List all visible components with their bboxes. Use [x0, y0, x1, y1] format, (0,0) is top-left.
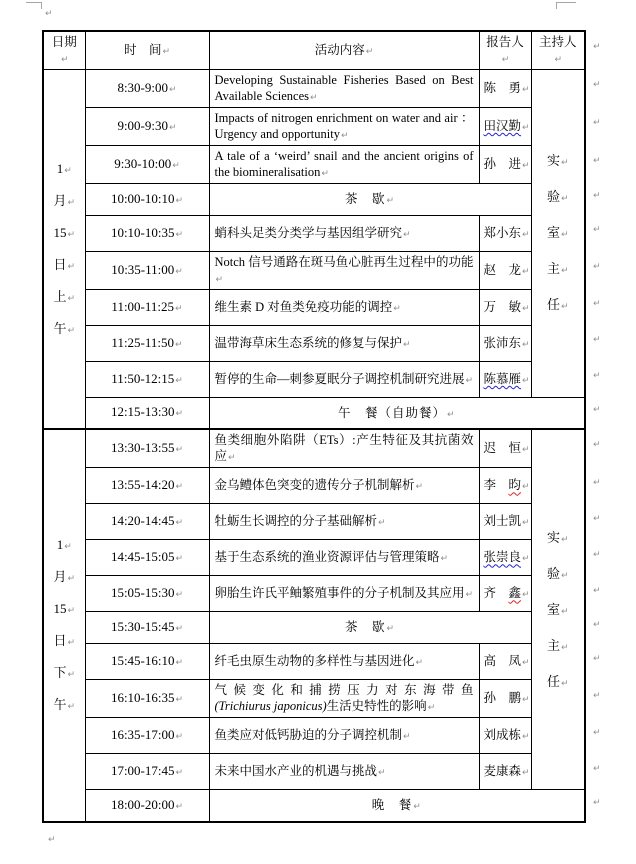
time-cell: 10:35-11:00↵ [85, 251, 209, 289]
paragraph-mark: ↵ [67, 294, 76, 305]
paragraph-mark: ↵ [465, 590, 474, 601]
text-run: 茶 歇 [344, 191, 386, 206]
text-run: 午 餐（自助餐） [337, 405, 446, 420]
paragraph-mark: ↵ [45, 9, 53, 19]
row-end-paragraph-mark: ↵ [593, 42, 601, 52]
paragraph-mark: ↵ [522, 229, 530, 240]
time-cell: 9:00-9:30↵ [85, 107, 209, 145]
speaker-cell [479, 325, 531, 361]
paragraph-mark: ↵ [175, 303, 183, 314]
text-run: 陈慕雁 [483, 371, 522, 386]
paragraph-mark: ↵ [169, 122, 177, 133]
schedule-row [43, 790, 585, 822]
paragraph-mark: ↵ [321, 169, 329, 180]
vertical-text-line: 日↵ [53, 633, 76, 649]
paragraph-mark: ↵ [175, 375, 183, 386]
paragraph-mark: ↵ [415, 482, 424, 493]
paragraph-mark: ↵ [386, 624, 396, 635]
paragraph-mark: ↵ [554, 55, 563, 66]
paragraph-mark: ↵ [403, 732, 411, 743]
text-run: 气候变化和捕捞压力对东海带鱼 [214, 683, 474, 698]
text-run: Notch 信号通路在斑马鱼心脏再生过程中的功能 [214, 254, 474, 269]
paragraph-mark: ↵ [560, 534, 569, 545]
activity-cell [209, 251, 479, 289]
time-cell: 9:30-10:00↵ [85, 145, 209, 183]
paragraph-mark: ↵ [560, 158, 569, 169]
schedule-row [43, 215, 585, 251]
row-end-paragraph-mark: ↵ [593, 405, 601, 415]
text-run: 蛸科头足类分类学与基因组学研究 [214, 225, 403, 240]
header-date-label: 日期 [51, 35, 77, 49]
paragraph-mark: ↵ [440, 554, 449, 565]
time-cell: 10:00-10:10↵ [85, 183, 209, 215]
paragraph-mark: ↵ [169, 84, 177, 95]
schedule-row [43, 504, 585, 540]
vertical-text-line: 15↵ [53, 601, 76, 617]
row-end-paragraph-mark: ↵ [593, 764, 601, 774]
time-cell: 11:50-12:15↵ [85, 361, 209, 397]
row-end-paragraph-mark: ↵ [593, 654, 601, 664]
date-cell [43, 69, 85, 429]
paragraph-mark: ↵ [522, 554, 530, 565]
paragraph-mark: ↵ [175, 658, 184, 669]
text-run: 孙 鹏 [483, 691, 522, 706]
host-cell-text [532, 520, 585, 700]
row-end-paragraph-mark: ↵ [593, 440, 601, 450]
schedule-row [43, 183, 585, 215]
row-end-paragraph-mark: ↵ [593, 371, 601, 381]
paragraph-mark: ↵ [175, 339, 183, 350]
speaker-cell [479, 644, 531, 680]
text-run: 田汉勤 [483, 119, 522, 133]
schedule-row [43, 289, 585, 325]
time-cell: 14:20-14:45↵ [85, 504, 209, 540]
speaker-cell [479, 145, 531, 183]
speaker-cell [479, 429, 531, 467]
paragraph-mark: ↵ [175, 695, 184, 706]
paragraph-mark: ↵ [560, 678, 569, 689]
paragraph-mark: ↵ [310, 93, 318, 104]
break-cell [209, 183, 531, 215]
meal-cell [209, 397, 585, 429]
time-cell: 15:05-15:30↵ [85, 576, 209, 612]
paragraph-mark: ↵ [560, 642, 569, 653]
vertical-text-line: 下↵ [53, 665, 76, 681]
paragraph-mark: ↵ [560, 194, 569, 205]
vertical-text-line: 1↵ [56, 161, 72, 177]
vertical-text-line: 验↵ [546, 189, 569, 205]
time-cell: 17:00-17:45↵ [85, 754, 209, 790]
time-cell: 11:25-11:50↵ [85, 325, 209, 361]
paragraph-mark: ↵ [378, 518, 386, 529]
paragraph-mark: ↵ [175, 229, 184, 240]
schedule-row [43, 644, 585, 680]
text-run: 暂停的生命—刺参夏眠分子调控机制研究进展 [214, 371, 465, 386]
text-run: 陈 勇 [483, 81, 522, 96]
text-run: 昀 [508, 478, 522, 493]
schedule-row [43, 468, 585, 504]
paragraph-mark: ↵ [522, 518, 530, 529]
text-run: 刘成栋 [483, 728, 522, 743]
text-run: 赵 龙 [483, 262, 522, 277]
paragraph-mark: ↵ [560, 570, 569, 581]
paragraph-mark: ↵ [522, 482, 530, 493]
time-cell: 15:30-15:45↵ [85, 612, 209, 644]
paragraph-mark: ↵ [175, 482, 184, 493]
row-end-paragraph-mark: ↵ [593, 586, 601, 596]
paragraph-mark: ↵ [415, 658, 424, 669]
paragraph-mark: ↵ [522, 590, 530, 601]
paragraph-mark: ↵ [446, 409, 456, 420]
paragraph-mark: ↵ [560, 266, 569, 277]
paragraph-mark: ↵ [522, 303, 530, 314]
row-end-paragraph-mark: ↵ [593, 225, 601, 235]
paragraph-mark: ↵ [67, 262, 76, 273]
paragraph-mark: ↵ [175, 624, 184, 635]
date-cell-text [44, 529, 85, 721]
paragraph-mark: ↵ [175, 732, 184, 743]
vertical-text-line: 15↵ [53, 225, 76, 241]
header-content [209, 31, 479, 69]
break-cell [209, 612, 531, 644]
row-end-paragraph-mark: ↵ [593, 118, 601, 128]
row-end-paragraph-mark: ↵ [593, 335, 601, 345]
vertical-text-line: 室↵ [546, 225, 569, 241]
time-cell: 14:45-15:05↵ [85, 540, 209, 576]
activity-cell [209, 107, 479, 145]
paragraph-mark: ↵ [365, 47, 374, 58]
time-cell: 10:10-10:35↵ [85, 215, 209, 251]
paragraph-mark: ↵ [67, 606, 76, 617]
text-run: 迟 恒 [483, 441, 522, 456]
speaker-cell [479, 289, 531, 325]
activity-cell [209, 644, 479, 680]
row-end-paragraph-mark: ↵ [593, 620, 601, 630]
paragraph-mark: ↵ [67, 702, 76, 713]
schedule-row [43, 107, 585, 145]
paragraph-mark: ↵ [560, 230, 569, 241]
speaker-cell [479, 576, 531, 612]
speaker-cell [479, 468, 531, 504]
activity-cell [209, 680, 479, 718]
activity-cell [209, 325, 479, 361]
paragraph-mark: ↵ [413, 801, 422, 812]
paragraph-mark: ↵ [64, 166, 72, 177]
paragraph-mark: ↵ [522, 375, 530, 386]
header-time [85, 31, 209, 69]
schedule-row [43, 361, 585, 397]
paragraph-mark: ↵ [378, 768, 386, 779]
speaker-cell [479, 680, 531, 718]
paragraph-mark: ↵ [215, 275, 224, 285]
paragraph-mark: ↵ [162, 47, 171, 58]
paragraph-mark: ↵ [175, 590, 184, 601]
schedule-body [43, 69, 585, 821]
paragraph-mark: ↵ [522, 732, 530, 743]
speaker-cell [479, 718, 531, 754]
schedule-row [43, 429, 585, 467]
schedule-row [43, 680, 585, 718]
activity-cell [209, 361, 479, 397]
paragraph-mark: ↵ [522, 160, 530, 171]
header-host [531, 31, 585, 69]
text-run: 鱼类应对低钙胁迫的分子调控机制 [214, 728, 403, 743]
text-run: 牡蛎生长调控的分子基础解析 [214, 514, 378, 529]
header-date [43, 31, 85, 69]
paragraph-mark: ↵ [465, 375, 474, 386]
paragraph-mark: ↵ [393, 303, 401, 314]
text-boundary-crop-mark-left [26, 2, 42, 9]
row-end-paragraph-mark: ↵ [593, 80, 601, 90]
paragraph-mark: ↵ [67, 326, 76, 337]
paragraph-mark: ↵ [386, 195, 396, 206]
paragraph-mark: ↵ [522, 695, 530, 706]
paragraph-mark: ↵ [48, 835, 56, 845]
paragraph-mark: ↵ [175, 768, 184, 779]
text-run: 维生素 D 对鱼类免疫功能的调控 [214, 299, 393, 314]
table-header-row [43, 31, 585, 69]
paragraph-mark: ↵ [522, 266, 530, 277]
speaker-cell [479, 69, 531, 107]
schedule-row [43, 251, 585, 289]
paragraph-mark: ↵ [175, 518, 184, 529]
vertical-text-line: 实↵ [546, 529, 569, 545]
activity-cell [209, 429, 479, 467]
text-run: 茶 歇 [344, 620, 386, 635]
speaker-cell [479, 540, 531, 576]
text-run: Developing Sustainable Fisheries Based on Best Available Sciences [214, 72, 474, 104]
schedule-table [42, 30, 586, 823]
paragraph-mark: ↵ [522, 445, 530, 456]
vertical-text-line: 月↵ [53, 193, 76, 209]
text-run: 金乌鳢体色突变的遗传分子机制解析 [214, 478, 415, 493]
header-speaker-label: 报告人 [486, 35, 524, 49]
row-end-paragraph-mark: ↵ [593, 550, 601, 560]
time-cell: 12:15-13:30↵ [85, 397, 209, 429]
vertical-text-line: 1↵ [56, 537, 72, 553]
paragraph-mark: ↵ [522, 768, 530, 779]
vertical-text-line: 主↵ [546, 637, 569, 653]
row-end-paragraph-mark: ↵ [593, 262, 601, 272]
schedule-row [43, 612, 585, 644]
text-run: 郑小东 [483, 225, 522, 240]
row-end-paragraph-mark: ↵ [593, 798, 601, 808]
text-run: 刘士凯 [483, 514, 522, 529]
header-speaker [479, 31, 531, 69]
vertical-text-line: 午↵ [53, 697, 76, 713]
text-run: 万 敏 [483, 299, 522, 314]
schedule-row [43, 69, 585, 107]
activity-cell [209, 540, 479, 576]
text-run: 麦康森 [483, 764, 522, 779]
paragraph-mark: ↵ [64, 542, 72, 553]
vertical-text-line: 任↵ [546, 673, 569, 689]
header-time-label: 时 间 [123, 43, 162, 58]
schedule-row [43, 576, 585, 612]
row-end-paragraph-mark: ↵ [593, 299, 601, 309]
paragraph-mark: ↵ [175, 409, 184, 420]
date-cell-text [44, 153, 85, 345]
text-run: 张崇良 [483, 550, 522, 565]
time-cell: 13:30-13:55↵ [85, 429, 209, 467]
speaker-cell [479, 361, 531, 397]
row-end-paragraph-mark: ↵ [593, 728, 601, 738]
host-cell [531, 69, 585, 397]
meal-cell [209, 790, 585, 822]
activity-cell [209, 69, 479, 107]
row-end-paragraph-mark: ↵ [593, 691, 601, 701]
header-content-label: 活动内容 [314, 43, 365, 58]
vertical-text-line: 午↵ [53, 321, 76, 337]
text-run: 纤毛虫原生动物的多样性与基因进化 [214, 654, 415, 669]
text-run: 卵胎生许氏平鲉繁殖事件的分子机制及其应用 [214, 586, 465, 601]
date-cell [43, 429, 85, 821]
paragraph-mark: ↵ [522, 85, 530, 96]
activity-cell [209, 576, 479, 612]
paragraph-mark: ↵ [175, 801, 184, 812]
text-run: 齐 [483, 586, 509, 601]
speaker-cell [479, 215, 531, 251]
text-run: Impacts of nitrogen enrichment on water and air ：Urgency and opportunity [214, 110, 474, 142]
row-end-paragraph-mark: ↵ [593, 191, 601, 201]
speaker-cell [479, 251, 531, 289]
row-end-paragraph-mark: ↵ [593, 156, 601, 166]
text-run: 生活史特性的影响 [326, 699, 427, 714]
paragraph-mark: ↵ [403, 339, 411, 350]
activity-cell [209, 504, 479, 540]
text-run: A tale of a ‘weird’ snail and the ancient origins of the biomineralisation [214, 148, 474, 180]
paragraph-mark: ↵ [522, 658, 530, 669]
host-cell-text [532, 143, 585, 323]
row-end-paragraph-mark: ↵ [593, 478, 601, 488]
activity-cell [209, 718, 479, 754]
schedule-row [43, 145, 585, 183]
activity-cell [209, 754, 479, 790]
species-name-italic: (Trichiurus japonicus) [214, 699, 327, 714]
schedule-row [43, 540, 585, 576]
paragraph-mark: ↵ [67, 230, 76, 241]
text-boundary-crop-mark-right [556, 2, 576, 9]
activity-cell [209, 289, 479, 325]
vertical-text-line: 室↵ [546, 601, 569, 617]
time-cell: 16:10-16:35↵ [85, 680, 209, 718]
activity-cell [209, 145, 479, 183]
paragraph-mark: ↵ [175, 266, 183, 277]
time-cell: 18:00-20:00↵ [85, 790, 209, 822]
text-run: 基于生态系统的渔业资源评估与管理策略 [214, 550, 440, 565]
time-cell: 11:00-11:25↵ [85, 289, 209, 325]
paragraph-mark: ↵ [67, 198, 76, 209]
paragraph-mark: ↵ [60, 55, 69, 66]
time-cell: 13:55-14:20↵ [85, 468, 209, 504]
host-cell [531, 429, 585, 789]
schedule-row [43, 718, 585, 754]
schedule-row [43, 325, 585, 361]
time-cell: 15:45-16:10↵ [85, 644, 209, 680]
paragraph-mark: ↵ [175, 445, 184, 456]
vertical-text-line: 日↵ [53, 257, 76, 273]
time-cell: 8:30-9:00↵ [85, 69, 209, 107]
paragraph-mark: ↵ [228, 453, 236, 464]
paragraph-mark: ↵ [340, 131, 349, 142]
vertical-text-line: 验↵ [546, 565, 569, 581]
paragraph-mark: ↵ [560, 606, 569, 617]
activity-cell [209, 468, 479, 504]
vertical-text-line: 主↵ [546, 261, 569, 277]
speaker-cell [479, 504, 531, 540]
speaker-cell [479, 107, 531, 145]
paragraph-mark: ↵ [522, 123, 530, 133]
time-cell: 16:35-17:00↵ [85, 718, 209, 754]
paragraph-mark: ↵ [522, 339, 530, 350]
paragraph-mark: ↵ [175, 195, 184, 206]
text-run: 未来中国水产业的机遇与挑战 [214, 764, 378, 779]
text-run: 高 凤 [483, 654, 522, 669]
text-run: 温带海草床生态系统的修复与保护 [214, 335, 403, 350]
paragraph-mark: ↵ [67, 574, 76, 585]
schedule-row [43, 754, 585, 790]
schedule-row [43, 397, 585, 429]
text-run: 李 [483, 478, 509, 493]
vertical-text-line: 月↵ [53, 569, 76, 585]
header-host-label: 主持人 [538, 35, 577, 49]
text-run: 孙 进 [483, 156, 522, 171]
paragraph-mark: ↵ [403, 229, 411, 240]
vertical-text-line: 实↵ [546, 153, 569, 169]
vertical-text-line: 上↵ [53, 289, 76, 305]
text-run: 晚 餐 [371, 797, 413, 812]
text-run: 鱼类细胞外陷阱（ETs）:产生特征及其抗菌效应 [214, 433, 474, 464]
paragraph-mark: ↵ [560, 302, 569, 313]
row-end-paragraph-mark: ↵ [593, 514, 601, 524]
vertical-text-line: 任↵ [546, 297, 569, 313]
paragraph-mark: ↵ [501, 55, 510, 66]
paragraph-mark: ↵ [67, 638, 76, 649]
paragraph-mark: ↵ [67, 670, 76, 681]
activity-cell [209, 215, 479, 251]
paragraph-mark: ↵ [427, 703, 436, 714]
paragraph-mark: ↵ [172, 160, 180, 171]
speaker-cell [479, 754, 531, 790]
text-run: 张沛东 [483, 335, 522, 350]
text-run: 鑫 [508, 586, 522, 601]
paragraph-mark: ↵ [175, 554, 184, 565]
